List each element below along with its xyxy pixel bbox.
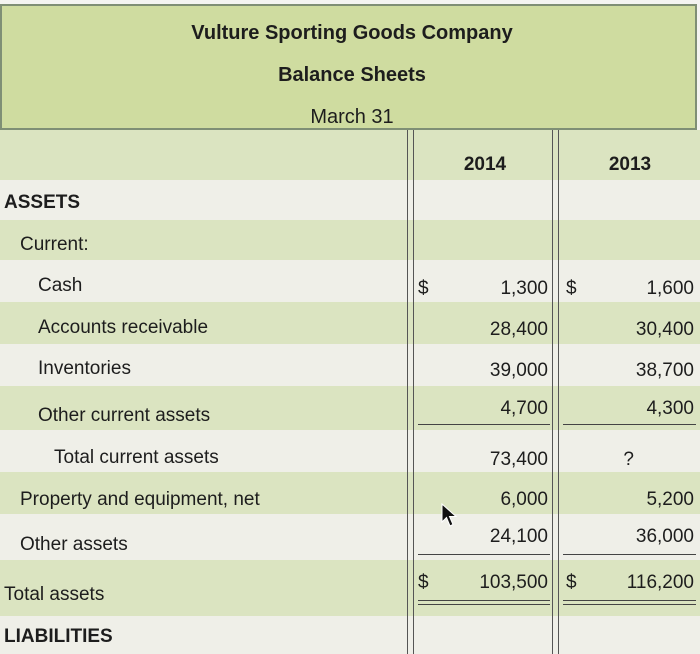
column-rule	[413, 130, 414, 654]
accounts-receivable-2013: 30,400	[635, 319, 694, 340]
other-assets-2013: 36,000	[635, 526, 694, 547]
total-double-underline	[563, 600, 696, 601]
dollar-sign-2013: $	[566, 572, 577, 593]
statement-title: Balance Sheets	[278, 64, 426, 86]
company-name: Vulture Sporting Goods Company	[191, 22, 513, 44]
total-assets-2013: 116,200	[626, 572, 694, 593]
total-current-assets-2013: ?	[623, 449, 634, 470]
dollar-sign-2013: $	[566, 278, 577, 299]
band	[0, 560, 700, 616]
cash-2013: 1,600	[646, 278, 694, 299]
accounts-receivable-2014: 28,400	[489, 319, 548, 340]
total-double-underline	[418, 604, 550, 605]
mouse-pointer-icon	[441, 503, 459, 529]
column-rule	[558, 130, 559, 654]
property-equipment-2014: 6,000	[500, 489, 548, 510]
section-liabilities: LIABILITIES	[4, 626, 113, 647]
property-equipment-2013: 5,200	[646, 489, 694, 510]
other-assets-2014: 24,100	[489, 526, 548, 547]
total-current-assets-2014: 73,400	[489, 449, 548, 470]
row-label-total-current-assets: Total current assets	[54, 447, 219, 468]
subtotal-underline	[418, 554, 550, 555]
inventories-2013: 38,700	[635, 360, 694, 381]
total-double-underline	[563, 604, 696, 605]
column-header-2014: 2014	[463, 154, 507, 175]
other-current-assets-2013: 4,300	[646, 398, 694, 419]
statement-header	[0, 4, 697, 130]
column-rule	[407, 130, 408, 654]
total-assets-2014: 103,500	[479, 572, 548, 593]
dollar-sign-2014: $	[418, 278, 429, 299]
band	[0, 180, 700, 220]
row-label-accounts-receivable: Accounts receivable	[38, 317, 209, 338]
subtotal-underline	[418, 424, 550, 425]
row-label-other-current-assets: Other current assets	[38, 405, 211, 426]
balance-sheet-table	[0, 130, 700, 654]
row-label-total-assets: Total assets	[4, 584, 105, 605]
total-double-underline	[418, 600, 550, 601]
cash-2014: 1,300	[500, 278, 548, 299]
inventories-2014: 39,000	[489, 360, 548, 381]
row-label-inventories: Inventories	[38, 358, 131, 379]
band	[0, 260, 700, 302]
statement-date: March 31	[310, 106, 394, 128]
other-current-assets-2014: 4,700	[500, 398, 548, 419]
row-label-property-equipment: Property and equipment, net	[20, 489, 260, 510]
column-rule	[552, 130, 553, 654]
subtotal-underline	[563, 424, 696, 425]
dollar-sign-2014: $	[418, 572, 429, 593]
row-label-other-assets: Other assets	[20, 534, 128, 555]
band	[0, 220, 700, 260]
row-label-cash: Cash	[38, 275, 83, 296]
section-current: Current:	[20, 234, 89, 255]
subtotal-underline	[563, 554, 696, 555]
column-header-2013: 2013	[608, 154, 652, 175]
section-assets: ASSETS	[4, 192, 81, 213]
